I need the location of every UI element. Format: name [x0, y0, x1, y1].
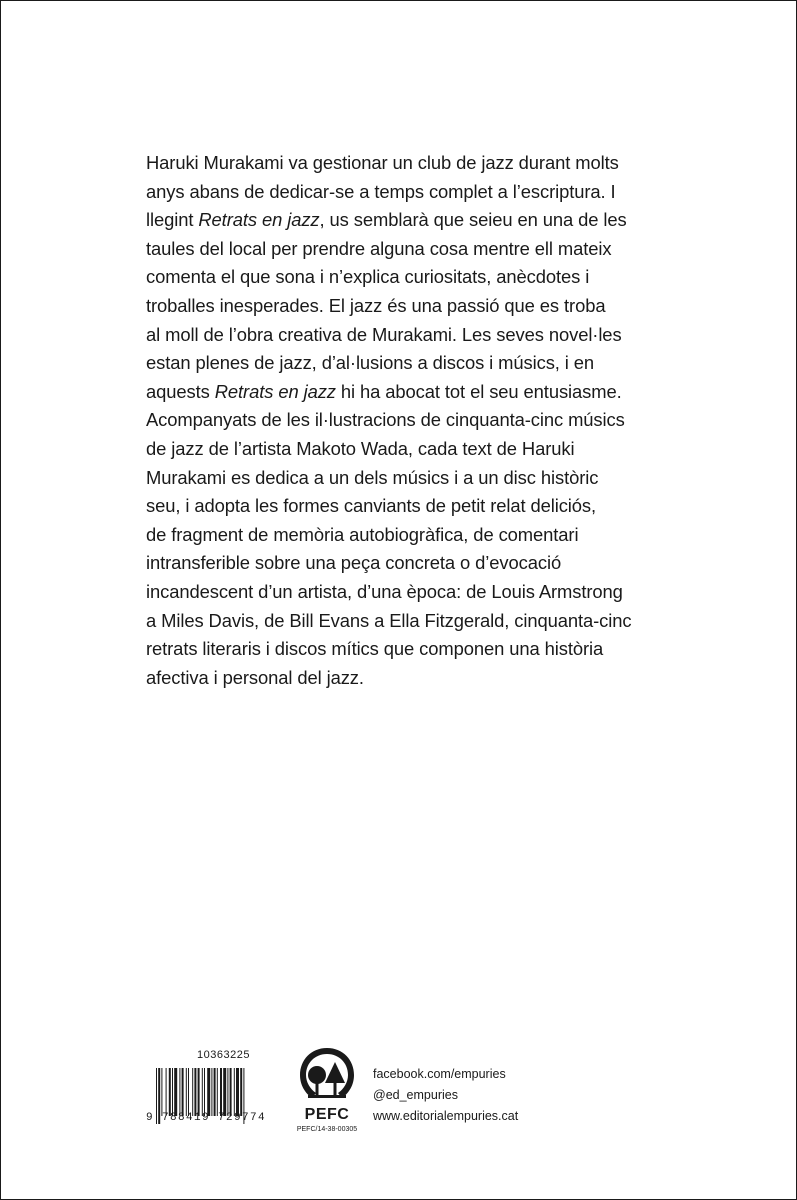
- barcode-bar: [211, 1068, 212, 1116]
- blurb-line: aquests Retrats en jazz hi ha abocat tot el seu entusiasme.: [146, 380, 622, 402]
- barcode-bar: [234, 1068, 235, 1116]
- publisher-contacts: [373, 1064, 518, 1127]
- barcode-bar: [240, 1068, 242, 1116]
- barcode-bar: [220, 1068, 222, 1116]
- book-title-italic: Retrats en jazz: [214, 380, 336, 402]
- facebook-link[interactable]: facebook.com/empuries: [373, 1067, 506, 1081]
- blurb-line: seu, i adopta les formes canviants de petit relat deliciós,: [146, 495, 597, 517]
- barcode-bar: [217, 1068, 218, 1116]
- blurb-line: llegint Retrats en jazz, us semblarà que seieu en una de les: [146, 209, 627, 231]
- barcode-bar: [172, 1068, 173, 1116]
- blurb-line: incandescent d’un artista, d’una època: de Louis Armstrong: [146, 580, 623, 602]
- twitter-handle[interactable]: @ed_empuries: [373, 1088, 458, 1102]
- barcode-bar: [204, 1068, 205, 1116]
- barcode-bar: [214, 1068, 216, 1116]
- blurb-line: Murakami es dedica a un dels músics i a un disc històric: [146, 466, 599, 488]
- book-blurb: [146, 149, 706, 692]
- barcode-bar: [161, 1068, 162, 1116]
- barcode-bar: [198, 1068, 200, 1116]
- barcode-code: 10363225: [197, 1049, 250, 1061]
- barcode-bar: [182, 1068, 184, 1116]
- barcode-bar: [236, 1068, 239, 1116]
- blurb-line: Haruki Murakami va gestionar un club de jazz durant molts: [146, 152, 619, 173]
- barcode-bar: [186, 1068, 187, 1116]
- blurb-line: taules del local per prendre alguna cosa mentre ell mateix: [146, 237, 612, 259]
- barcode-bar: [227, 1068, 228, 1116]
- blurb-line: al moll de l’obra creativa de Murakami. Les seves novel·les: [146, 323, 622, 345]
- pefc-trees-icon: [296, 1045, 358, 1103]
- barcode-bar: [194, 1068, 196, 1116]
- isbn-barcode: [146, 1049, 281, 1124]
- blurb-line: a Miles Davis, de Bill Evans a Ella Fitzgerald, cinquanta-cinc: [146, 609, 632, 631]
- barcode-bar: [166, 1068, 167, 1116]
- blurb-line: de jazz de l’artista Makoto Wada, cada text de Haruki: [146, 437, 575, 459]
- blurb-line: afectiva i personal del jazz.: [146, 666, 364, 688]
- barcode-bar: [188, 1068, 189, 1116]
- blurb-line: comenta el que sona i n’explica curiositats, anècdotes i: [146, 266, 590, 288]
- blurb-line: retrats literaris i discos mítics que componen una història: [146, 638, 604, 660]
- book-title-italic: Retrats en jazz: [198, 209, 320, 231]
- pefc-logo: [291, 1045, 363, 1133]
- blurb-line: Acompanyats de les il·lustracions de cinquanta-cinc músics: [146, 409, 625, 431]
- barcode-bar: [179, 1068, 180, 1116]
- blurb-line: troballes inesperades. El jazz és una passió que es troba: [146, 294, 606, 316]
- website-link[interactable]: www.editorialempuries.cat: [373, 1109, 519, 1123]
- barcode-bar: [202, 1068, 203, 1116]
- pefc-code: PEFC/14-38-00305: [296, 1126, 358, 1133]
- blurb-line: intransferible sobre una peça concreta o d’evocació: [146, 552, 562, 574]
- barcode-bar: [230, 1068, 232, 1116]
- blurb-line: de fragment de memòria autobiogràfica, de comentari: [146, 523, 579, 545]
- barcode-bar: [169, 1068, 171, 1116]
- blurb-line: estan plenes de jazz, d’al·lusions a discos i músics, i en: [146, 352, 595, 374]
- barcode-bar: [207, 1068, 210, 1116]
- barcode-bar: [174, 1068, 177, 1116]
- barcode-bar: [223, 1068, 226, 1116]
- isbn-digits: 9 788419 729774: [146, 1112, 267, 1124]
- barcode-bar: [192, 1068, 193, 1116]
- blurb-line: anys abans de dedicar-se a temps complet a l’escriptura. I: [146, 180, 616, 202]
- pefc-label: PEFC: [304, 1106, 350, 1123]
